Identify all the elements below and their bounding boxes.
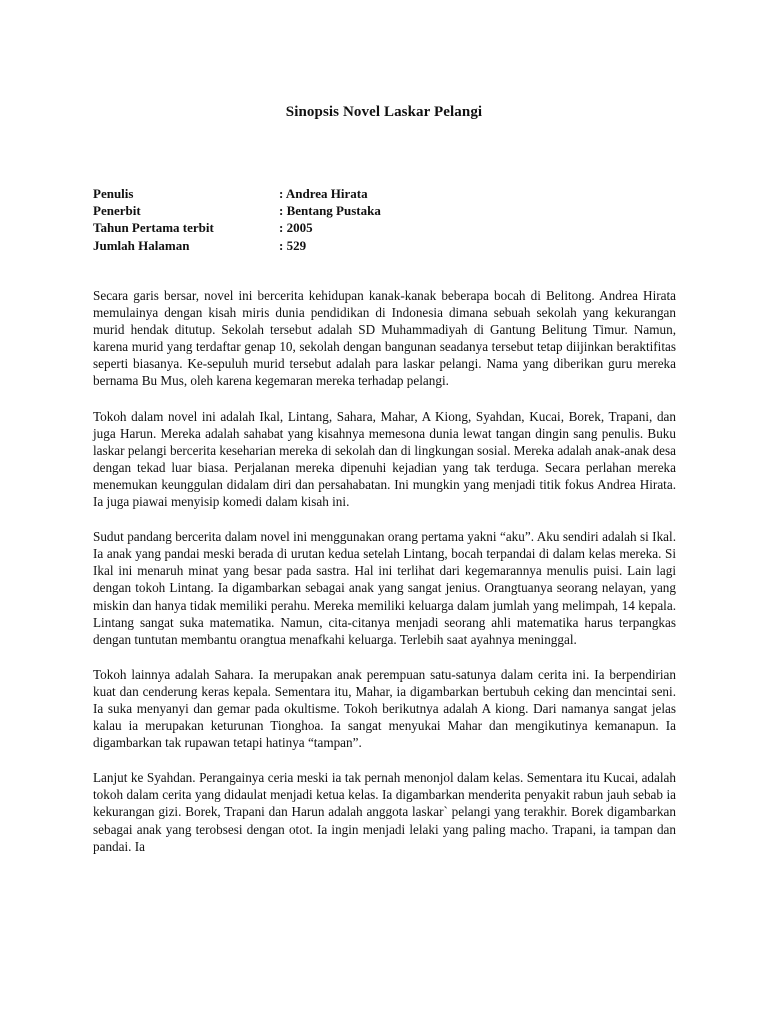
book-metadata	[93, 185, 381, 254]
synopsis-body	[93, 287, 676, 873]
metadata-value: : Bentang Pustaka	[279, 203, 381, 219]
paragraph: Tokoh dalam novel ini adalah Ikal, Lintang, Sahara, Mahar, A Kiong, Syahdan, Kucai, Borek, Trapani, dan juga Harun. Mereka adalah sahabat yang kisahnya memesona dunia lewat tangan dingin sang penulis. Buku laskar pelangi bercerita keseharian mereka di sekolah dan di lingkungan sosial. Mereka adalah anak-anak desa dengan tekad luar biasa. Perjalanan mereka dipenuhi kejadian yang tak terduga. Secara perlahan mereka menemukan keunggulan didalam diri dan persahabatan. Ini mungkin yang menjadi titik fokus Andrea Hirata. Ia juga piawai menyisip komedi dalam kisah ini.	[93, 408, 676, 510]
paragraph: Secara garis bersar, novel ini bercerita kehidupan kanak-kanak beberapa bocah di Belitong. Andrea Hirata memulainya dengan kisah miris dunia pendidikan di Indonesia dimana sebuah sekolah yang kekurangan murid hendak ditutup. Sekolah tersebut adalah SD Muhammadiyah di Gantung Belitung Timur. Namun, karena murid yang terdaftar genap 10, sekolah dengan bangunan seadanya tersebut tetap diijinkan beraktifitas seperti biasanya. Ke-sepuluh murid tersebut adalah para laskar pelangi. Nama yang diberikan guru mereka bernama Bu Mus, oleh karena kegemaran mereka terhadap pelangi.	[93, 288, 676, 389]
metadata-row-pages	[93, 237, 381, 254]
metadata-value: : 2005	[279, 220, 313, 236]
metadata-label: Penerbit	[93, 203, 141, 219]
paragraph: Sudut pandang bercerita dalam novel ini menggunakan orang pertama yakni “aku”. Aku sendiri adalah si Ikal. Ia anak yang pandai meski berada di urutan kedua setelah Lintang, bocah terpandai di dalam kelas mereka. Si Ikal ini menaruh minat yang besar pada sastra. Hal ini terlihat dari kegemarannya menulis puisi. Lain lagi dengan tokoh Lintang. Ia digambarkan sebagai anak yang sangat jenius. Orangtuanya seorang nelayan, yang miskin dan hanya tidak memiliki perahu. Mereka memiliki keluarga dalam jumlah yang melimpah, 14 kepala. Lintang sangat suka matematika. Namun, cita-citanya menjadi seorang ahli matematika harus terpangkas dengan tuntutan membantu orangtua menafkahi keluarga. Terlebih saat ayahnya meninggal.	[93, 529, 676, 647]
metadata-label: Tahun Pertama terbit	[93, 220, 214, 236]
metadata-row-publisher	[93, 202, 381, 219]
metadata-row-year	[93, 219, 381, 236]
paragraph: Lanjut ke Syahdan. Perangainya ceria meski ia tak pernah menonjol dalam kelas. Sementara itu Kucai, adalah tokoh dalam cerita yang didaulat menjadi ketua kelas. Ia digambarkan menderita penyakit rabun jauh sebab ia kekurangan gizi. Borek, Trapani dan Harun adalah anggota laskar` pelangi yang terakhir. Borek digambarkan sebagai anak yang terobsesi dengan otot. Ia ingin menjadi lelaki yang paling macho. Trapani, ia tampan dan pandai. Ia	[93, 770, 676, 854]
metadata-row-author	[93, 185, 381, 202]
paragraph: Tokoh lainnya adalah Sahara. Ia merupakan anak perempuan satu-satunya dalam cerita ini. Ia berpendirian kuat dan cenderung keras kepala. Sementara itu, Mahar, ia digambarkan bertubuh ceking dan mencintai seni. Ia suka menyanyi dan gemar pada okultisme. Tokoh berikutnya adalah A kiong. Dari namanya sangat jelas kalau ia merupakan keturunan Tionghoa. Ia sangat menyukai Mahar dan mengikutinya kemanapun. Ia digambarkan tak rupawan tetapi hatinya “tampan”.	[93, 666, 676, 751]
metadata-value: : 529	[279, 237, 307, 253]
metadata-label: Penulis	[93, 186, 134, 201]
metadata-value: : Andrea Hirata	[279, 186, 368, 201]
document-title: Sinopsis Novel Laskar Pelangi	[285, 104, 483, 120]
metadata-label: Jumlah Halaman	[93, 237, 190, 253]
